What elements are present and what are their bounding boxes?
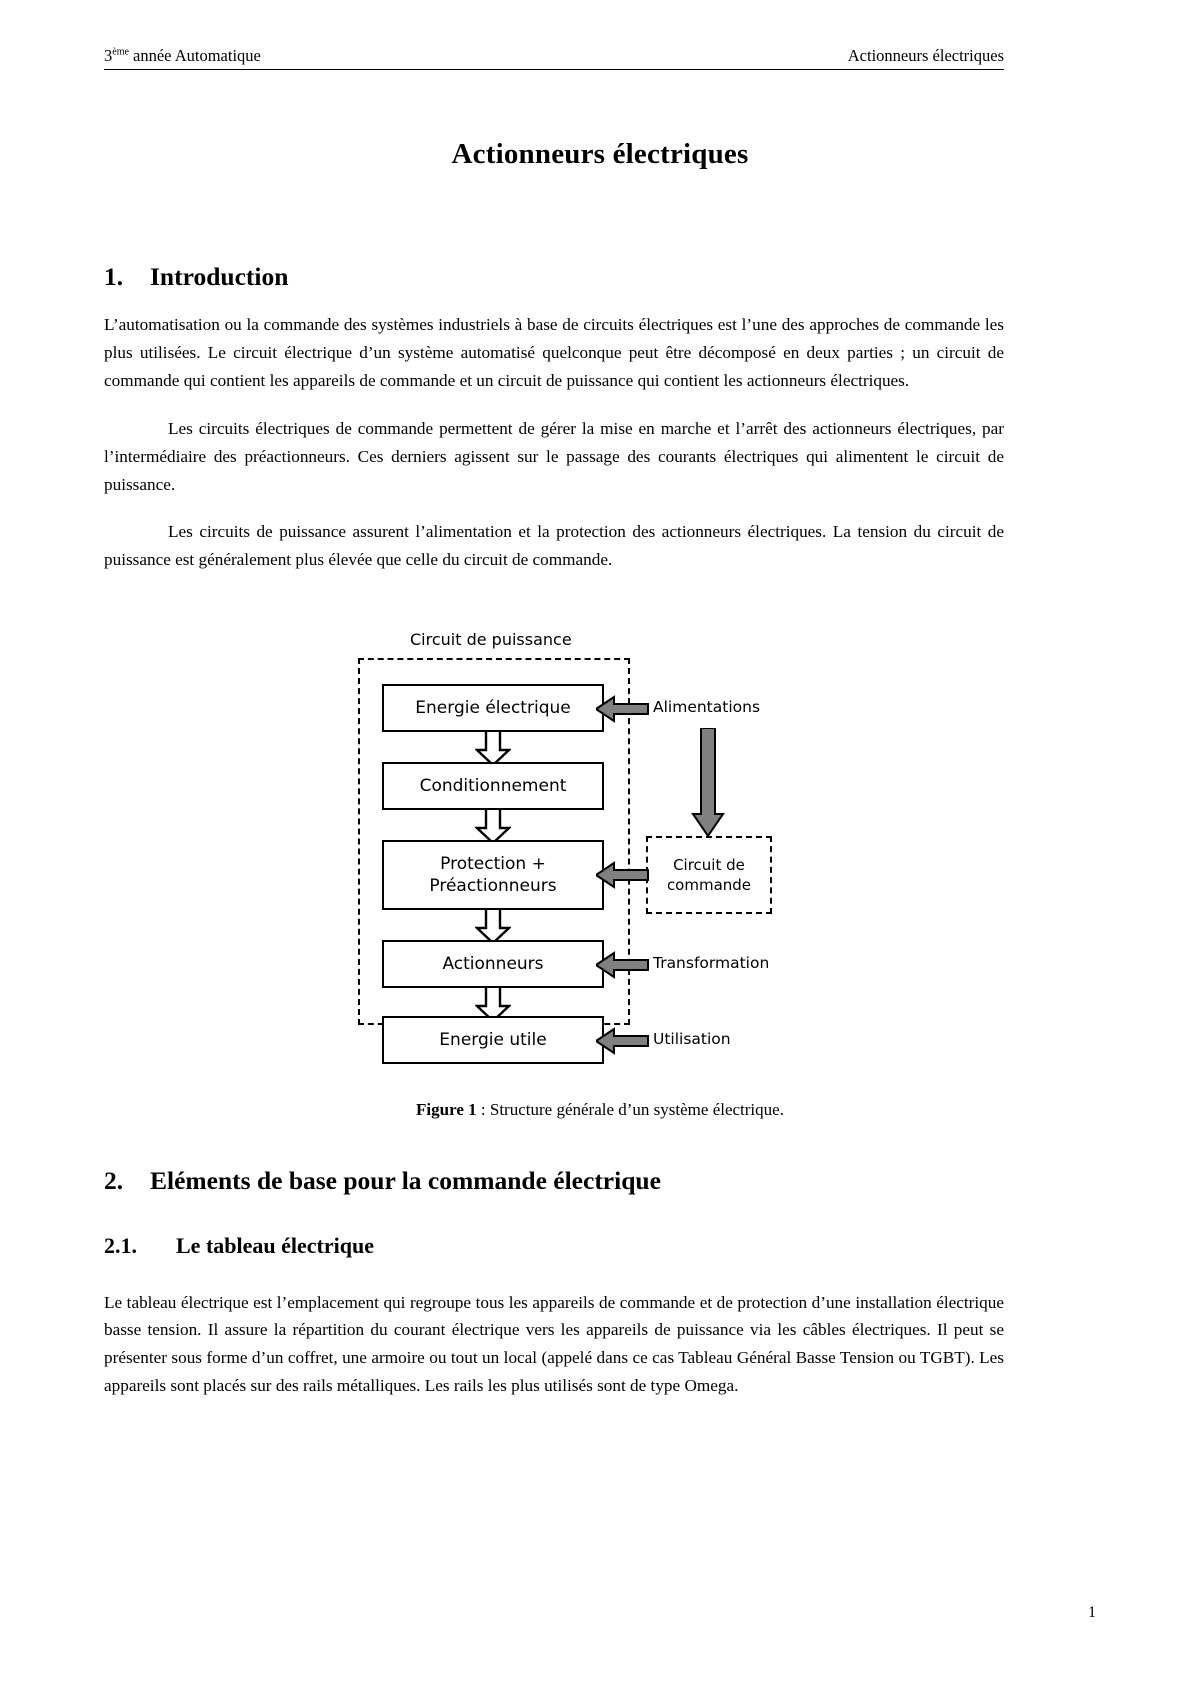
figure-arrow-left-alimentations	[596, 694, 650, 724]
intro-paragraph-1: L’automatisation ou la commande des systèmes industriels à base de circuits électriques est l’une des approches de commande les plus utilisées. Le circuit électrique d’un système automatisé quelconque peut être décomposé en deux parties ; un circuit de commande qui contient les appareils de commande et un circuit de puissance qui contient les actionneurs électriques.	[104, 315, 1004, 391]
heading-elements-text: Eléments de base pour la commande électrique	[150, 1166, 661, 1195]
figure-arrow-down-1	[475, 730, 511, 766]
figure-arrow-left-commande	[596, 860, 650, 890]
figure-arrow-left-transformation	[596, 950, 650, 980]
figure-arrow-left-utilisation	[596, 1026, 650, 1056]
figure-box-energie-electrique	[382, 684, 604, 732]
figure-box-energie-electrique-label: Energie électrique	[415, 697, 571, 718]
figure-box-conditionnement	[382, 762, 604, 810]
figure-group-power-label: Circuit de puissance	[410, 630, 572, 649]
running-header	[104, 46, 1004, 70]
heading-elements-number: 2.	[104, 1166, 124, 1195]
page-number: 1	[1088, 1604, 1096, 1621]
figure-box-energie-utile-label: Energie utile	[439, 1029, 547, 1050]
heading-introduction-number: 1.	[104, 262, 124, 291]
figure-label-alimentations: Alimentations	[653, 698, 761, 716]
figure-arrow-down-3	[475, 908, 511, 944]
figure-box-actionneurs-label: Actionneurs	[442, 953, 544, 974]
heading-introduction-text: Introduction	[150, 262, 289, 291]
figure-caption-number: Figure 1	[416, 1100, 477, 1119]
header-right: Actionneurs électriques	[847, 46, 1004, 65]
introduction-section	[104, 262, 1004, 574]
heading-tableau	[104, 1233, 1004, 1258]
header-left	[104, 46, 261, 66]
intro-paragraph-2: Les circuits électriques de commande permettent de gérer la mise en marche et l’arrêt des actionneurs électriques, par l’intermédiaire des préactionneurs. Ces derniers agissent sur le passage des courants électriques qui alimentent le circuit de puissance.	[104, 418, 1004, 494]
intro-paragraph-3: Les circuits de puissance assurent l’alimentation et la protection des actionneurs électriques. La tension du circuit de puissance est généralement plus élevée que celle du circuit de commande.	[104, 522, 1004, 570]
figure-box-protection-preactionneurs	[382, 840, 604, 910]
heading-introduction	[104, 262, 1004, 291]
figure-arrow-down-2	[475, 808, 511, 844]
figure-command-circuit-label: Circuit de commande	[666, 855, 752, 894]
header-left-superscript: ème	[112, 46, 129, 58]
figure-label-utilisation: Utilisation	[653, 1030, 731, 1048]
figure-box-conditionnement-label: Conditionnement	[419, 775, 567, 796]
figure-command-circuit-group	[646, 836, 772, 914]
tableau-paragraph-1: Le tableau électrique est l’emplacement qui regroupe tous les appareils de commande et de protection d’une installation électrique basse tension. Il assure la répartition du courant électrique vers les appareils de puissance via les câbles électriques. Il peut se présenter sous forme d’un coffret, une armoire ou tout un local (appelé dans ce cas Tableau Général Basse Tension ou TGBT). Les appareils sont placés sur des rails métalliques. Les rails les plus utilisés sont de type Omega.	[104, 1292, 1004, 1396]
figure-box-energie-utile	[382, 1016, 604, 1064]
heading-tableau-number: 2.1.	[104, 1233, 137, 1259]
elements-section	[104, 1166, 1004, 1400]
figure-label-transformation: Transformation	[653, 954, 770, 972]
page-title: Actionneurs électriques	[451, 138, 749, 170]
figure-box-protection-preactionneurs-label: Protection + Préactionneurs	[429, 853, 557, 896]
heading-elements	[104, 1166, 1004, 1195]
figure-caption-text: : Structure générale d’un système électrique.	[476, 1100, 784, 1119]
header-left-rest: année Automatique	[128, 46, 261, 65]
header-left-prefix: 3	[104, 46, 113, 65]
heading-tableau-text: Le tableau électrique	[176, 1233, 374, 1259]
figure-arrow-down-alimentations	[690, 728, 726, 838]
figure-caption	[0, 1100, 1200, 1120]
figure-1	[0, 620, 1200, 1120]
figure-box-actionneurs	[382, 940, 604, 988]
